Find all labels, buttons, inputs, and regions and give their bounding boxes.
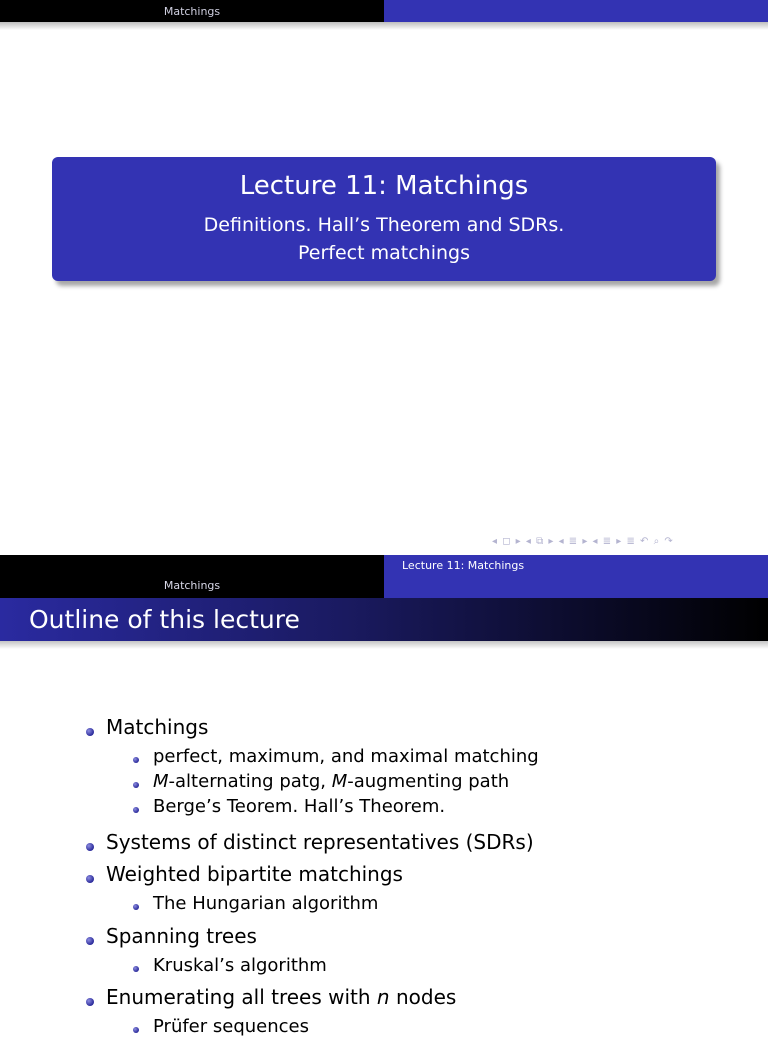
header-bar (0, 555, 768, 598)
beamer-navigation-icons[interactable]: ◂ ◻ ▸ ◂ ⧉ ▸ ◂ ≣ ▸ ◂ ≣ ▸ ≣ ↶ ⌕ ↷ (492, 536, 674, 547)
bullet-icon (133, 904, 139, 910)
list-item: Prüfer sequences (153, 1016, 309, 1037)
item-text: nodes (389, 985, 457, 1009)
list-item: Matchings (106, 715, 209, 739)
bullet-icon (86, 843, 94, 851)
bullet-icon (86, 728, 94, 736)
list-item (153, 771, 509, 792)
header-section-left: Matchings (0, 0, 384, 22)
header-section-title: Matchings (163, 579, 221, 592)
list-item (106, 985, 456, 1009)
list-item: Weighted bipartite matchings (106, 862, 403, 886)
header-bar (0, 0, 768, 22)
list-item: The Hungarian algorithm (153, 893, 379, 914)
bullet-icon (133, 757, 139, 763)
outline-slide (0, 555, 768, 1037)
math-m: M (331, 771, 348, 792)
bullet-icon (133, 807, 139, 813)
lecture-title: Lecture 11: Matchings (239, 171, 529, 201)
header-section-right (384, 0, 768, 22)
bullet-icon (86, 998, 94, 1006)
list-item: Spanning trees (106, 924, 257, 948)
bullet-icon (133, 782, 139, 788)
item-text: -augmenting path (347, 771, 510, 792)
frame-title-bar (0, 598, 768, 641)
frame-title-shadow (0, 641, 768, 649)
header-section-left (0, 555, 384, 598)
math-n: n (376, 985, 390, 1009)
list-item: Kruskal’s algorithm (153, 955, 327, 976)
title-block (52, 157, 716, 281)
list-item: perfect, maximum, and maximal matching (153, 746, 539, 767)
item-text: Enumerating all trees with (106, 985, 377, 1009)
list-item: Berge’s Teorem. Hall’s Theorem. (153, 796, 446, 817)
frame-title: Outline of this lecture (29, 605, 300, 634)
header-section-right (384, 555, 768, 598)
lecture-subtitle-line2: Perfect matchings (298, 242, 470, 264)
math-m: M (153, 771, 169, 792)
header-lecture-title: Lecture 11: Matchings (402, 559, 525, 572)
item-text: -alternating patg, (168, 771, 332, 792)
bullet-icon (133, 966, 139, 972)
lecture-subtitle-line1: Definitions. Hall’s Theorem and SDRs. (203, 214, 565, 236)
bullet-icon (86, 937, 94, 945)
bullet-icon (133, 1027, 139, 1033)
bullet-icon (86, 875, 94, 883)
header-shadow (0, 22, 768, 30)
list-item: Systems of distinct representatives (SDRs) (106, 830, 534, 854)
